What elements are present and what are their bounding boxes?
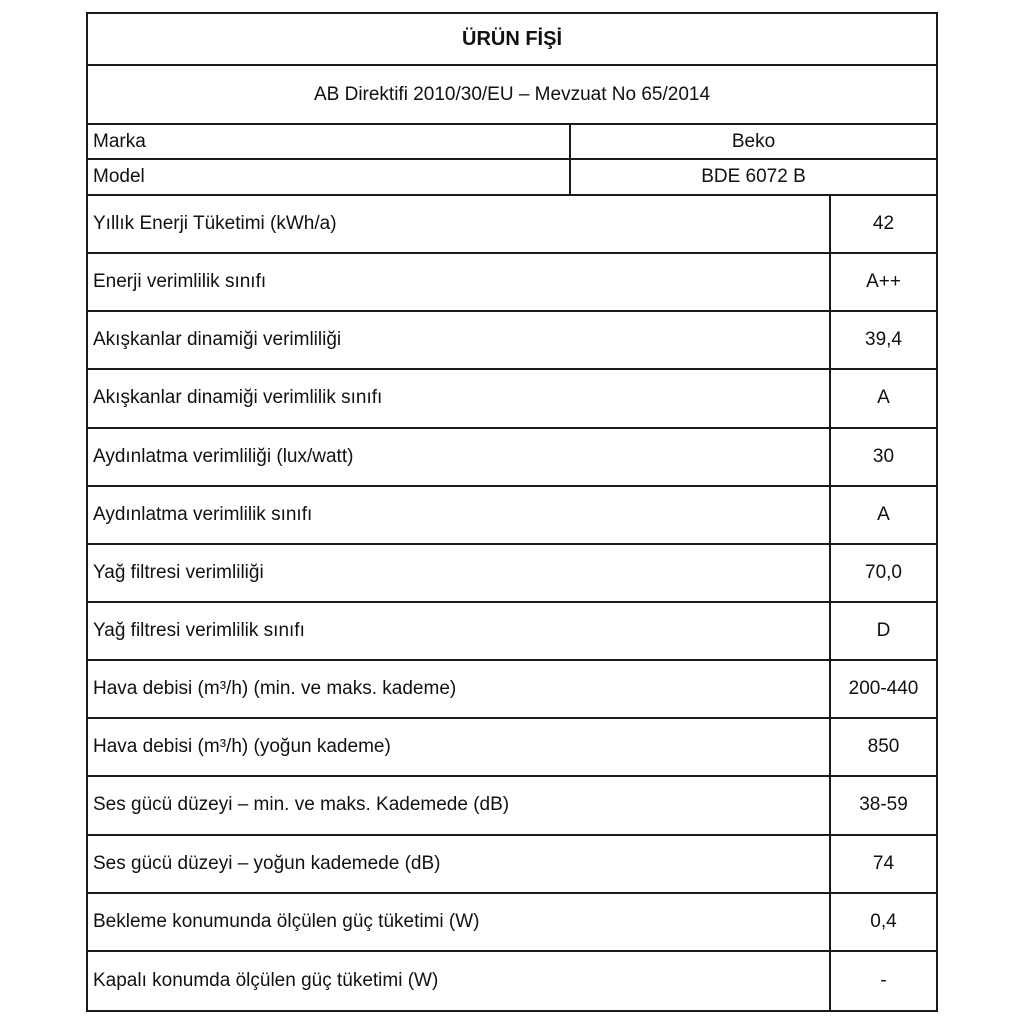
spec-label: Akışkanlar dinamiği verimliliği	[93, 329, 342, 351]
spec-row	[88, 254, 936, 312]
spec-row	[88, 894, 936, 952]
spec-row	[88, 603, 936, 661]
spec-label: Yağ filtresi verimlilik sınıfı	[93, 620, 305, 642]
fiche-title: ÜRÜN FİŞİ	[462, 27, 562, 50]
spec-row	[88, 370, 936, 428]
product-fiche-table	[86, 12, 938, 1012]
model-value: BDE 6072 B	[569, 160, 936, 194]
subtitle-row	[88, 66, 936, 125]
spec-value: 0,4	[829, 894, 936, 950]
spec-value: 850	[829, 719, 936, 775]
brand-row	[88, 125, 936, 160]
spec-value: 38-59	[829, 777, 936, 833]
spec-label: Hava debisi (m³/h) (min. ve maks. kademe)	[93, 678, 457, 700]
spec-label: Akışkanlar dinamiği verimlilik sınıfı	[93, 387, 383, 409]
spec-label: Kapalı konumda ölçülen güç tüketimi (W)	[93, 969, 439, 991]
spec-row	[88, 719, 936, 777]
spec-row	[88, 836, 936, 894]
model-row	[88, 160, 936, 196]
spec-label: Ses gücü düzeyi – min. ve maks. Kademede (dB)	[93, 794, 510, 816]
spec-value: 70,0	[829, 545, 936, 601]
spec-value: A++	[829, 254, 936, 310]
spec-value: D	[829, 603, 936, 659]
spec-row	[88, 312, 936, 370]
directive-subtitle: AB Direktifi 2010/30/EU – Mevzuat No 65/2014	[313, 83, 711, 105]
spec-row	[88, 661, 936, 719]
spec-label: Aydınlatma verimlilik sınıfı	[93, 503, 313, 525]
spec-value: 74	[829, 836, 936, 892]
spec-label: Enerji verimlilik sınıfı	[93, 271, 267, 293]
spec-row	[88, 545, 936, 603]
spec-value: A	[829, 370, 936, 426]
brand-value: Beko	[569, 125, 936, 158]
spec-label: Aydınlatma verimliliği (lux/watt)	[93, 445, 354, 467]
spec-value: 200-440	[829, 661, 936, 717]
spec-label: Yıllık Enerji Tüketimi (kWh/a)	[93, 213, 337, 235]
spec-label: Hava debisi (m³/h) (yoğun kademe)	[93, 736, 391, 758]
spec-row	[88, 429, 936, 487]
spec-value: -	[829, 952, 936, 1010]
spec-label: Ses gücü düzeyi – yoğun kademede (dB)	[93, 852, 441, 874]
spec-row	[88, 777, 936, 835]
brand-label: Marka	[93, 130, 146, 152]
title-row	[88, 14, 936, 66]
spec-row	[88, 196, 936, 254]
spec-value: 42	[829, 196, 936, 252]
spec-value: A	[829, 487, 936, 543]
spec-label: Yağ filtresi verimliliği	[93, 561, 264, 583]
spec-value: 30	[829, 429, 936, 485]
spec-row	[88, 952, 936, 1010]
model-label: Model	[93, 166, 145, 187]
spec-row	[88, 487, 936, 545]
spec-value: 39,4	[829, 312, 936, 368]
spec-label: Bekleme konumunda ölçülen güç tüketimi (W)	[93, 910, 480, 932]
